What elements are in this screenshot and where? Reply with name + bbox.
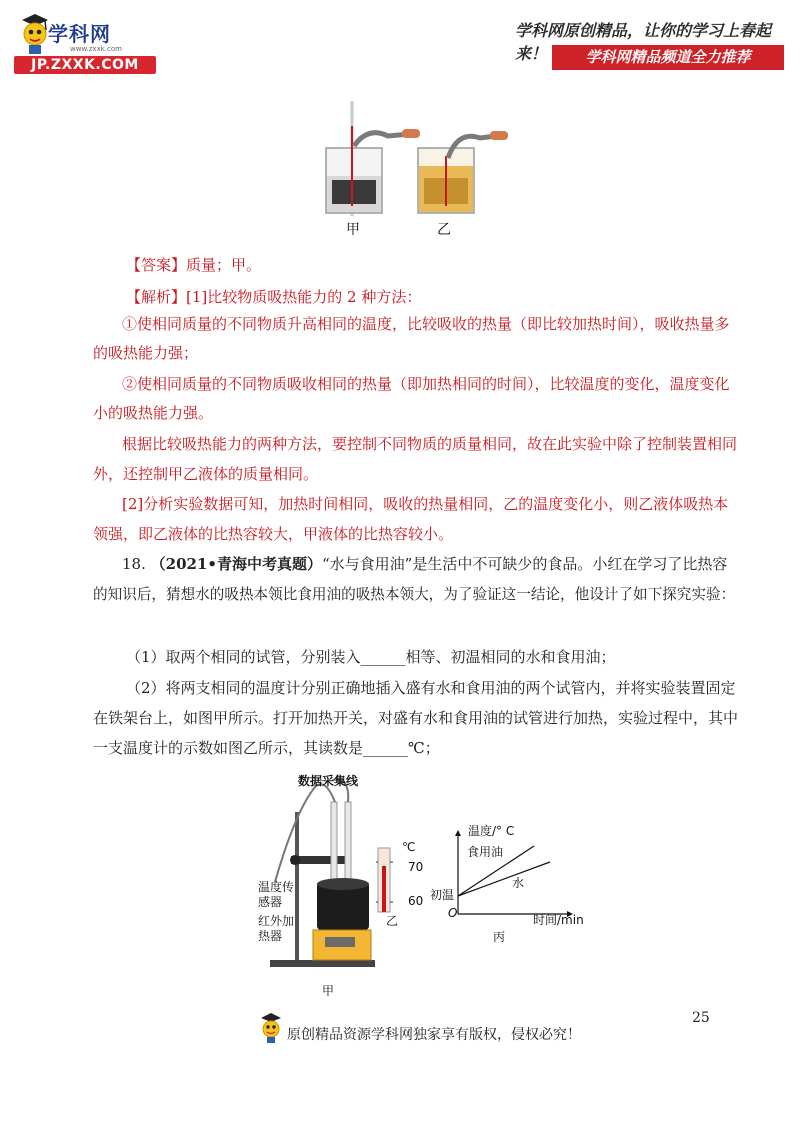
graph-water-label: 水 (512, 876, 525, 890)
q18-line-3: （1）取两个相同的试管，分别装入______相等、初温相同的水和食用油； (126, 648, 616, 666)
analysis-line-8: [2]分析实验数据可知，加热时间相同，吸收的热量相同，乙的温度变化小，则乙液体吸热本 (122, 495, 729, 513)
graph-origin: O (448, 906, 458, 920)
fig2-label-yi: 乙 (386, 914, 399, 928)
q18-line-1 (122, 553, 727, 574)
thermometer-icon (372, 846, 396, 916)
graph-xlabel: 时间/min (533, 913, 584, 927)
label-heater-1: 红外加 (258, 914, 295, 928)
logo-text: 学科网 (48, 22, 111, 46)
graph-ylabel: 温度/° C (468, 824, 515, 838)
label-sensor-2: 感器 (258, 895, 283, 909)
answer-text: 质量；甲。 (186, 256, 262, 274)
analysis-line-3: 的吸热能力强； (93, 344, 199, 362)
thermo-60: 60 (408, 894, 424, 908)
footer-copyright: 原创精品资源学科网独家享有版权，侵权必究！ (287, 1027, 581, 1043)
mascot-icon (18, 12, 52, 56)
analysis-line-5: 小的吸热能力强。 (93, 404, 214, 422)
logo-subtext: www.zxxk.com (70, 45, 122, 53)
analysis-text-1: [1]比较物质吸热能力的 2 种方法： (186, 288, 422, 306)
q18-line-4: （2）将两支相同的温度计分别正确地插入盛有水和食用油的两个试管内，并将实验装置固定 (126, 679, 736, 697)
beaker-figure (318, 96, 518, 236)
analysis-tag: 【解析】 (126, 288, 187, 306)
footer-mascot-icon (259, 1012, 283, 1044)
thermo-70: 70 (408, 860, 424, 874)
label-sensor-1: 温度传 (258, 880, 295, 894)
site-logo[interactable] (12, 12, 162, 74)
analysis-line-9: 领强，即乙液体的比热容较大，甲液体的比热容较小。 (93, 525, 454, 543)
analysis-line-2: ①使相同质量的不同物质升高相同的温度，比较吸收的热量（即比较加热时间），吸收热量多 (122, 315, 730, 333)
fig2-label-jia: 甲 (322, 984, 335, 998)
logo-badge: JP.ZXXK.COM (14, 56, 156, 74)
q18-text-1: “水与食用油”是生活中不可缺少的食品。小红在学习了比热容 (321, 555, 728, 573)
q18-line-6: 一支温度计的示数如图乙所示，其读数是______℃； (93, 739, 440, 757)
q18-line-5: 在铁架台上，如图甲所示。打开加热开关，对盛有水和食用油的试管进行加热，实验过程中，其中 (93, 709, 739, 727)
analysis-line-4: ②使相同质量的不同物质吸收相同的热量（即加热相同的时间），比较温度的变化，温度变化 (122, 375, 730, 393)
fig2-label-bing: 丙 (493, 930, 506, 944)
apparatus-figure (255, 772, 390, 982)
fig1-label-yi: 乙 (437, 222, 451, 238)
answer-line (126, 254, 261, 275)
fig1-label-jia: 甲 (346, 222, 360, 238)
q18-source: （2021•青海中考真题） (150, 555, 322, 573)
thermo-unit: ℃ (402, 840, 416, 854)
graph-oil-label: 食用油 (467, 845, 504, 859)
q18-line-2: 的知识后，猜想水的吸热本领比食用油的吸热本领大，为了验证这一结论，他设计了如下探究实验： (93, 586, 736, 603)
label-data-line: 数据采集线 (298, 774, 359, 788)
analysis-line-7: 外，还控制甲乙液体的质量相同。 (93, 465, 319, 483)
analysis-line-6: 根据比较吸热能力的两种方法，要控制不同物质的质量相同，故在此实验中除了控制装置相同 (122, 435, 738, 453)
header-banner: 学科网精品频道全力推荐 (552, 45, 784, 70)
page-number: 25 (692, 1010, 710, 1026)
analysis-line-1 (126, 286, 421, 307)
graph-init-label: 初温 (430, 888, 455, 902)
q18-number: 18. (122, 555, 146, 573)
label-heater-2: 热器 (258, 929, 283, 943)
answer-tag: 【答案】 (126, 256, 187, 274)
header-slogan: 学科网原创精品，让你的学习上春起来！ (515, 21, 772, 63)
